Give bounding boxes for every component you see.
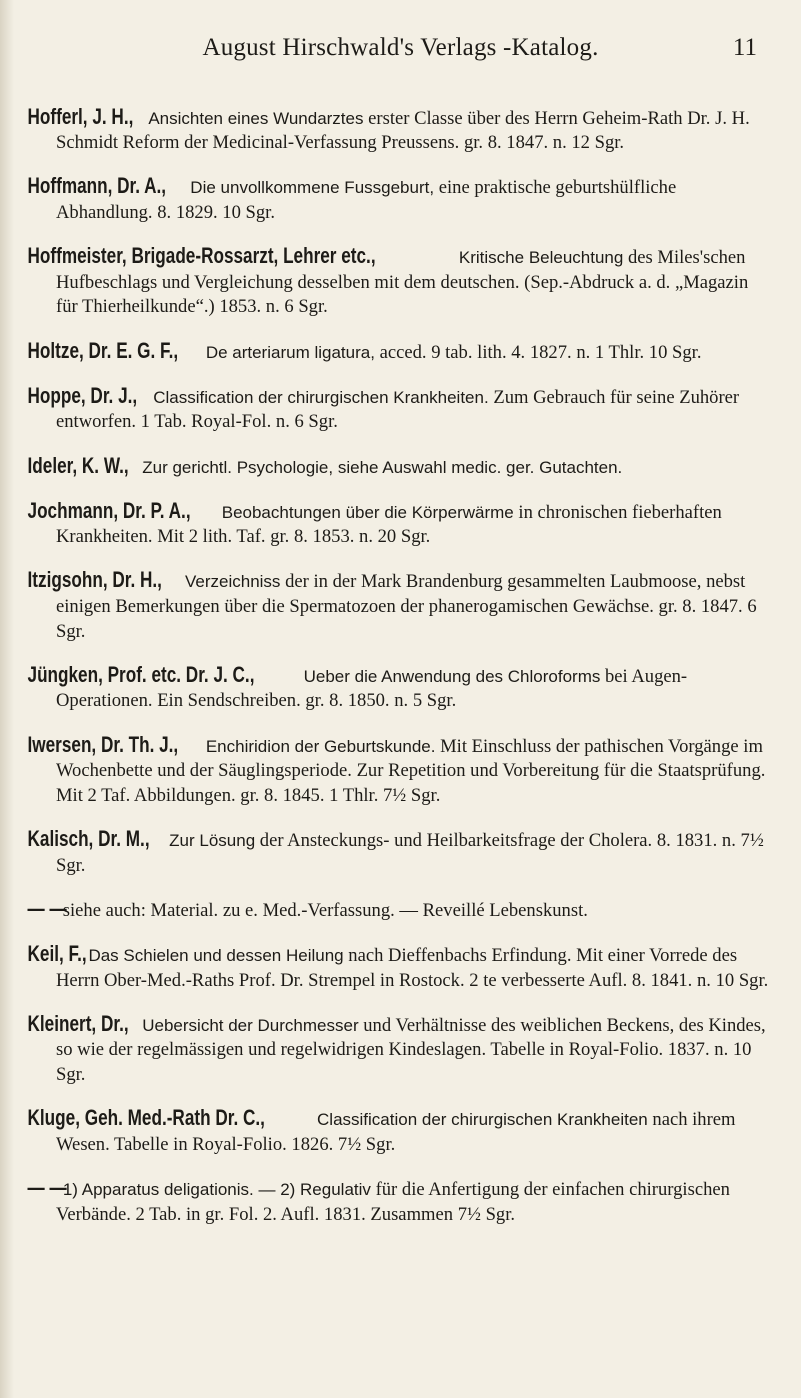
catalog-entry xyxy=(27,103,770,156)
entry-description: und Verhältnisse des weiblichen Beckens, des Kindes, so wie der regelmässigen und regelwidrigen Kindeslagen. Tabelle in Royal-Folio. 1837. n. 10 Sgr. xyxy=(56,1014,766,1085)
entry-title: Zur gerichtl. Psychologie, siehe Auswahl medic. ger. Gutachten. xyxy=(142,457,623,477)
author-name: Kleinert, Dr., xyxy=(27,1010,129,1036)
entry-title: Ansichten eines Wundarztes xyxy=(148,108,364,128)
entry-description: eine praktische geburtshülfliche Abhandlung. 8. 1829. 10 Sgr. xyxy=(56,177,677,223)
author-name: Itzigsohn, Dr. H., xyxy=(27,567,162,593)
entry-title: 1) Apparatus deligationis. — 2) Regulativ xyxy=(58,1179,371,1199)
catalog-entry xyxy=(27,1174,770,1227)
catalog-entry xyxy=(27,1010,770,1088)
entry-title: Classification der chirurgischen Krankheiten xyxy=(317,1110,648,1130)
catalog-entry xyxy=(27,452,770,481)
entry-description: für die Anfertigung der einfachen chirurgischen Verbände. 2 Tab. in gr. Fol. 2. Aufl. 1831. Zusammen 7½ Sgr. xyxy=(56,1178,730,1225)
entry-title: Ueber die Anwendung des Chloroforms xyxy=(303,666,601,686)
page-number: 11 xyxy=(732,34,757,61)
author-name: — — xyxy=(27,1174,67,1200)
entry-description: in chronischen fieberhaften Krankheiten. Mit 2 lith. Taf. gr. 8. 1853. n. 20 Sgr. xyxy=(56,501,722,548)
catalog-entry xyxy=(27,826,770,878)
entry-description: siehe auch: Material. zu e. Med.-Verfassung. — Reveillé Lebenskunst. xyxy=(62,899,588,921)
catalog-entries xyxy=(27,86,770,1244)
author-name: Ideler, K. W., xyxy=(27,452,129,478)
entry-title: Verzeichniss xyxy=(185,572,281,592)
page-edge xyxy=(0,0,14,1398)
author-name: Kalisch, Dr. M., xyxy=(27,826,150,851)
entry-title: Classification der chirurgischen Krankheiten. xyxy=(153,387,489,407)
entry-title: Das Schielen und dessen Heilung xyxy=(88,945,344,965)
entry-title: De arteriarum ligatura, xyxy=(205,342,375,362)
author-name: Hofferl, J. H., xyxy=(27,103,134,129)
catalog-entry xyxy=(27,1105,770,1157)
entry-title: Zur Lösung xyxy=(169,831,256,850)
catalog-entry xyxy=(27,731,770,809)
entry-title: Die unvollkommene Fussgeburt, xyxy=(190,178,435,198)
catalog-entry xyxy=(27,337,770,366)
entry-description: erster Classe über des Herrn Geheim-Rath Dr. J. H. Schmidt Reform der Medicinal-Verfassung Preussens. gr. 8. 1847. n. 12 Sgr. xyxy=(56,107,750,154)
author-name: Holtze, Dr. E. G. F., xyxy=(27,337,179,363)
entry-description: der in der Mark Brandenburg gesammelten Laubmoose, nebst einigen Bemerkungen über die Spermatozoen der phanerogamischen Gewächse. gr. 8. 1847. 6 Sgr. xyxy=(56,571,757,642)
catalog-entry xyxy=(27,895,770,924)
entry-title: Uebersicht der Durchmesser xyxy=(142,1015,359,1035)
author-name: Jüngken, Prof. etc. Dr. J. C., xyxy=(27,661,255,687)
entry-description: bei Augen-Operationen. Ein Sendschreiben. gr. 8. 1850. n. 5 Sgr. xyxy=(56,665,688,712)
catalog-entry xyxy=(27,382,770,435)
catalog-entry xyxy=(27,567,770,644)
author-name: Jochmann, Dr. P. A., xyxy=(27,497,191,523)
catalog-title: August Hirschwald's Verlags -Katalog. xyxy=(202,34,599,61)
catalog-entry xyxy=(27,173,770,225)
catalog-entry xyxy=(27,243,770,320)
entry-title: Kritische Beleuchtung xyxy=(458,248,624,268)
entry-description: Zum Gebrauch für seine Zuhörer entworfen. 1 Tab. Royal-Fol. n. 6 Sgr. xyxy=(56,386,740,433)
entry-description: acced. 9 tab. lith. 4. 1827. n. 1 Thlr. 10 Sgr. xyxy=(374,341,702,363)
catalog-entry xyxy=(27,661,770,714)
author-name: Kluge, Geh. Med.-Rath Dr. C., xyxy=(27,1105,265,1131)
entry-title: Enchiridion der Geburtskunde. xyxy=(205,736,436,756)
entry-description: nach Dieffenbachs Erfindung. Mit einer Vorrede des Herrn Ober-Med.-Raths Prof. Dr. Strempel in Rostock. 2 te verbesserte Aufl. 8. 1841. n. 10 Sgr. xyxy=(56,944,769,991)
author-name: Hoffmeister, Brigade-Rossarzt, Lehrer etc., xyxy=(27,243,376,269)
author-name: — — xyxy=(27,895,67,921)
catalog-entry xyxy=(27,497,770,550)
entry-description: Mit Einschluss der pathischen Vorgänge im Wochenbette und der Säuglingsperiode. Zur Repetition und Vorbereitung für die Staatsprüfung. Mit 2 Taf. Abbildungen. gr. 8. 1845. 1 Thlr. 7½ Sgr. xyxy=(56,735,766,806)
entry-title: Beobachtungen über die Körperwärme xyxy=(221,502,514,522)
page-header xyxy=(0,34,801,74)
catalog-entry xyxy=(27,940,770,993)
author-name: Keil, F., xyxy=(27,940,87,966)
entry-description: des Miles'schen Hufbeschlags und Vergleichung desselben mit dem deutschen. (Sep.-Abdruck a. d. „Magazin für Thierheilkunde“.) 1853. n. 6 Sgr. xyxy=(56,247,749,318)
author-name: Hoffmann, Dr. A., xyxy=(27,173,167,199)
entry-description: der Ansteckungs- und Heilbarkeitsfrage der Cholera. 8. 1831. n. 7½ Sgr. xyxy=(56,830,764,876)
entry-description: nach ihrem Wesen. Tabelle in Royal-Folio. 1826. 7½ Sgr. xyxy=(56,1109,736,1155)
author-name: Iwersen, Dr. Th. J., xyxy=(27,731,179,757)
author-name: Hoppe, Dr. J., xyxy=(27,382,138,408)
